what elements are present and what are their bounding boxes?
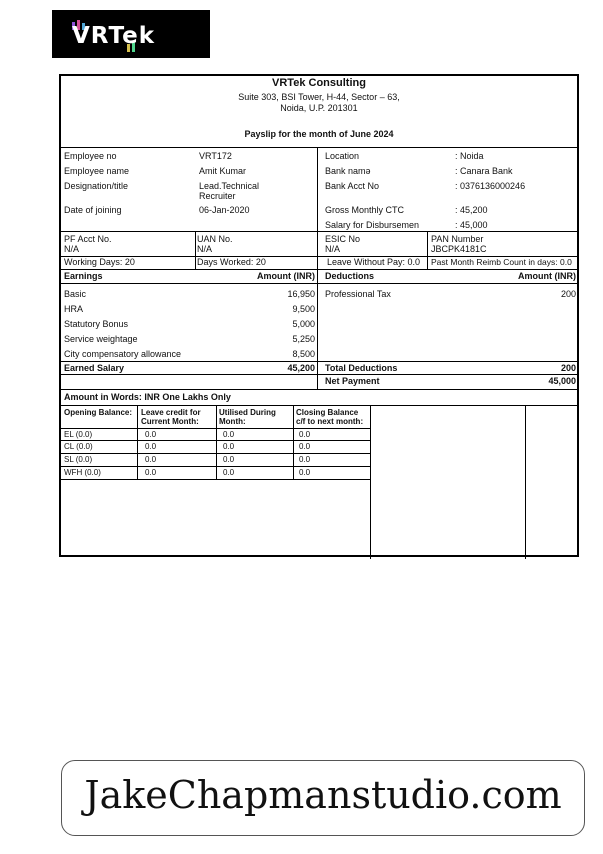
leave-used: 0.0 — [223, 430, 235, 439]
leave-type: CL (0.0) — [64, 442, 93, 451]
earning-label: HRA — [64, 304, 84, 314]
employee-name-value: Amit Kumar — [199, 166, 247, 176]
pf-value: N/A — [64, 244, 80, 254]
location-value: : Noida — [455, 151, 484, 161]
designation-value-line1: Lead.Technical — [199, 181, 260, 191]
disbursement-value: : 45,000 — [455, 220, 488, 230]
leave-type: EL (0.0) — [64, 430, 93, 439]
bank-acct-label: Bank Acct No — [325, 181, 380, 191]
company-address-line1: Suite 303, BSI Tower, H-44, Sector – 63, — [238, 92, 400, 102]
doj-value: 06-Jan-2020 — [199, 205, 250, 215]
pan-value: JBCPK4181C — [431, 244, 487, 254]
leave-credit: 0.0 — [145, 455, 157, 464]
logo-text: VRTek — [72, 23, 156, 49]
reimb-count: Past Month Reimb Count in days: 0.0 — [431, 257, 572, 267]
earning-label: Basic — [64, 289, 87, 299]
esic-label: ESIC No — [325, 234, 361, 244]
company-logo — [52, 10, 210, 58]
doj-label: Date of joining — [64, 205, 122, 215]
earning-label: Statutory Bonus — [64, 319, 129, 329]
watermark-banner — [61, 760, 585, 836]
leave-without-pay: Leave Without Pay: 0.0 — [327, 257, 421, 267]
leave-header-closing-line2: c/f to next month: — [296, 417, 364, 426]
payslip — [59, 74, 579, 557]
designation-value-line2: Recruiter — [199, 191, 236, 201]
uan-label: UAN No. — [197, 234, 233, 244]
ctc-label: Gross Monthly CTC — [325, 205, 405, 215]
employee-name-label: Employee name — [64, 166, 130, 176]
esic-value: N/A — [325, 244, 341, 254]
watermark-text: JakeChapmanstudio.com — [84, 773, 562, 817]
net-payment-value: 45,000 — [548, 376, 576, 386]
ctc-value: : 45,200 — [455, 205, 488, 215]
disbursement-label: Salary for Disbursemen — [325, 220, 420, 230]
location-label: Location — [325, 151, 360, 161]
total-deductions-value: 200 — [560, 363, 576, 373]
uan-value: N/A — [197, 244, 213, 254]
deduction-value: 200 — [560, 289, 576, 299]
earning-value: 5,000 — [292, 319, 315, 329]
earned-salary-label: Earned Salary — [64, 363, 125, 373]
leave-closing: 0.0 — [299, 455, 311, 464]
leave-credit: 0.0 — [145, 430, 157, 439]
bank-name-value: : Canara Bank — [455, 166, 513, 176]
leave-header-credit-line2: Current Month: — [141, 417, 199, 426]
leave-header-closing: Closing Balance — [296, 408, 359, 417]
leave-header-utilised: Utilised During — [219, 408, 276, 417]
leave-credit: 0.0 — [145, 442, 157, 451]
leave-closing: 0.0 — [299, 430, 311, 439]
company-name: VRTek Consulting — [272, 77, 366, 89]
payslip-title: Payslip for the month of June 2024 — [244, 129, 394, 139]
amount-in-words: Amount in Words: INR One Lakhs Only — [64, 392, 231, 402]
leave-closing: 0.0 — [299, 442, 311, 451]
leave-header-utilised-line2: Month: — [219, 417, 246, 426]
leave-header-credit: Leave credit for — [141, 408, 201, 417]
leave-used: 0.0 — [223, 455, 235, 464]
leave-type: SL (0.0) — [64, 455, 93, 464]
total-deductions-label: Total Deductions — [325, 363, 398, 373]
earnings-header: Earnings — [64, 271, 103, 281]
leave-used: 0.0 — [223, 468, 235, 477]
earning-value: 9,500 — [292, 304, 315, 314]
earnings-amount-header: Amount (INR) — [257, 271, 315, 281]
company-address-line2: Noida, U.P. 201301 — [280, 103, 358, 113]
leave-closing: 0.0 — [299, 468, 311, 477]
designation-label: Designation/title — [64, 181, 129, 191]
net-payment-label: Net Payment — [325, 376, 380, 386]
earning-label: Service weightage — [64, 334, 138, 344]
pf-label: PF Acct No. — [64, 234, 112, 244]
leave-used: 0.0 — [223, 442, 235, 451]
deduction-label: Professional Tax — [325, 289, 391, 299]
leave-credit: 0.0 — [145, 468, 157, 477]
days-worked: Days Worked: 20 — [197, 257, 266, 267]
earning-value: 8,500 — [292, 349, 315, 359]
earning-value: 5,250 — [292, 334, 315, 344]
employee-no-value: VRT172 — [199, 151, 232, 161]
bank-acct-value: : 0376136000246 — [455, 181, 526, 191]
leave-type: WFH (0.0) — [64, 468, 101, 477]
earned-salary-value: 45,200 — [287, 363, 315, 373]
employee-no-label: Employee no — [64, 151, 117, 161]
earning-value: 16,950 — [287, 289, 315, 299]
deductions-amount-header: Amount (INR) — [518, 271, 576, 281]
working-days: Working Days: 20 — [64, 257, 135, 267]
pan-label: PAN Number — [431, 234, 484, 244]
earning-label: City compensatory allowance — [64, 349, 182, 359]
leave-header-opening: Opening Balance: — [64, 408, 133, 417]
deductions-header: Deductions — [325, 271, 375, 281]
bank-name-label: Bank namə — [325, 166, 371, 176]
